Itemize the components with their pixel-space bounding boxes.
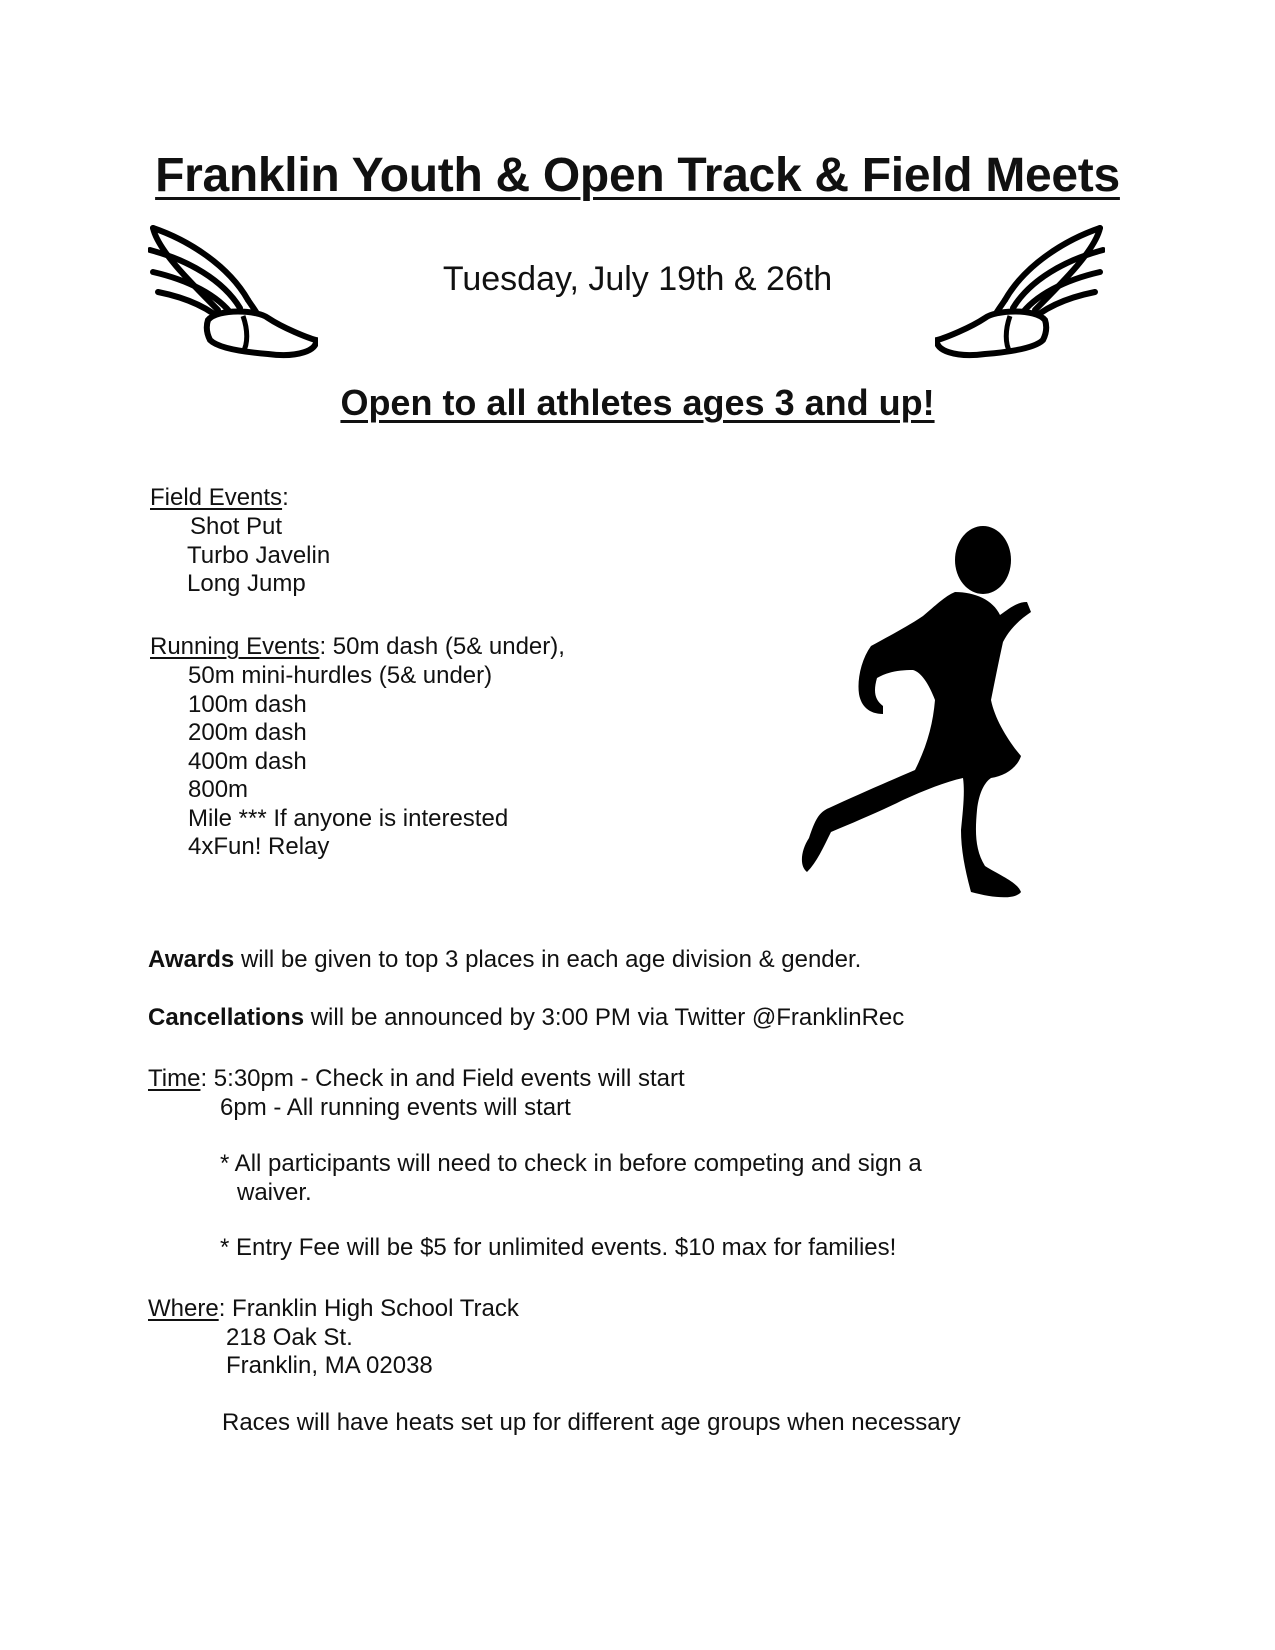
- time-line-2: 6pm - All running events will start: [220, 1094, 571, 1121]
- where-label: Where: [148, 1295, 219, 1322]
- where-street: 218 Oak St.: [226, 1324, 353, 1351]
- checkin-note-cont: waiver.: [237, 1179, 312, 1206]
- heats-note: Races will have heats set up for different age groups when necessary: [222, 1409, 961, 1436]
- running-event-first: 50m dash (5& under),: [332, 633, 565, 660]
- running-events-label: Running Events: [150, 633, 320, 660]
- where-city: Franklin, MA 02038: [226, 1352, 433, 1379]
- page-title: Franklin Youth & Open Track & Field Meets: [155, 149, 1120, 202]
- cancellations-line: [148, 1004, 904, 1032]
- field-event-item: Shot Put: [190, 513, 283, 540]
- time-label: Time: [148, 1065, 201, 1092]
- awards-line: [148, 946, 861, 974]
- field-events-label: Field Events: [150, 484, 283, 511]
- running-event-item: 4xFun! Relay: [188, 833, 330, 860]
- event-date: Tuesday, July 19th & 26th: [442, 260, 833, 298]
- eligibility-subtitle: Open to all athletes ages 3 and up!: [340, 382, 935, 423]
- cancellations-text: will be announced by 3:00 PM via Twitter @FranklinRec: [310, 1004, 905, 1031]
- runner-silhouette: [795, 520, 1075, 925]
- winged-shoe-icon-right: [935, 220, 1105, 365]
- running-event-item: 800m: [188, 776, 249, 803]
- where-line-1: Where: Franklin High School Track: [148, 1295, 519, 1322]
- awards-label: Awards: [148, 946, 235, 973]
- cancellations-label: Cancellations: [148, 1004, 305, 1031]
- field-events-heading: Field Events:: [150, 484, 289, 511]
- running-event-item: Mile *** If anyone is interested: [188, 805, 509, 832]
- running-event-item: 400m dash: [188, 748, 307, 775]
- time-first-entry: 5:30pm - Check in and Field events will start: [213, 1065, 685, 1092]
- running-event-item: 200m dash: [188, 719, 307, 746]
- field-event-item: Long Jump: [187, 570, 306, 597]
- awards-text: will be given to top 3 places in each age division & gender.: [240, 946, 862, 973]
- where-venue: Franklin High School Track: [232, 1295, 519, 1322]
- time-line-1: Time: 5:30pm - Check in and Field events will start: [148, 1065, 685, 1092]
- field-event-item: Turbo Javelin: [187, 542, 331, 569]
- running-events-heading: Running Events: 50m dash (5& under),: [150, 633, 565, 660]
- checkin-note: * All participants will need to check in before competing and sign a: [220, 1150, 922, 1177]
- entry-fee-note: * Entry Fee will be $5 for unlimited events. $10 max for families!: [220, 1234, 897, 1261]
- running-event-item: 100m dash: [188, 691, 307, 718]
- running-event-item: 50m mini-hurdles (5& under): [188, 662, 493, 689]
